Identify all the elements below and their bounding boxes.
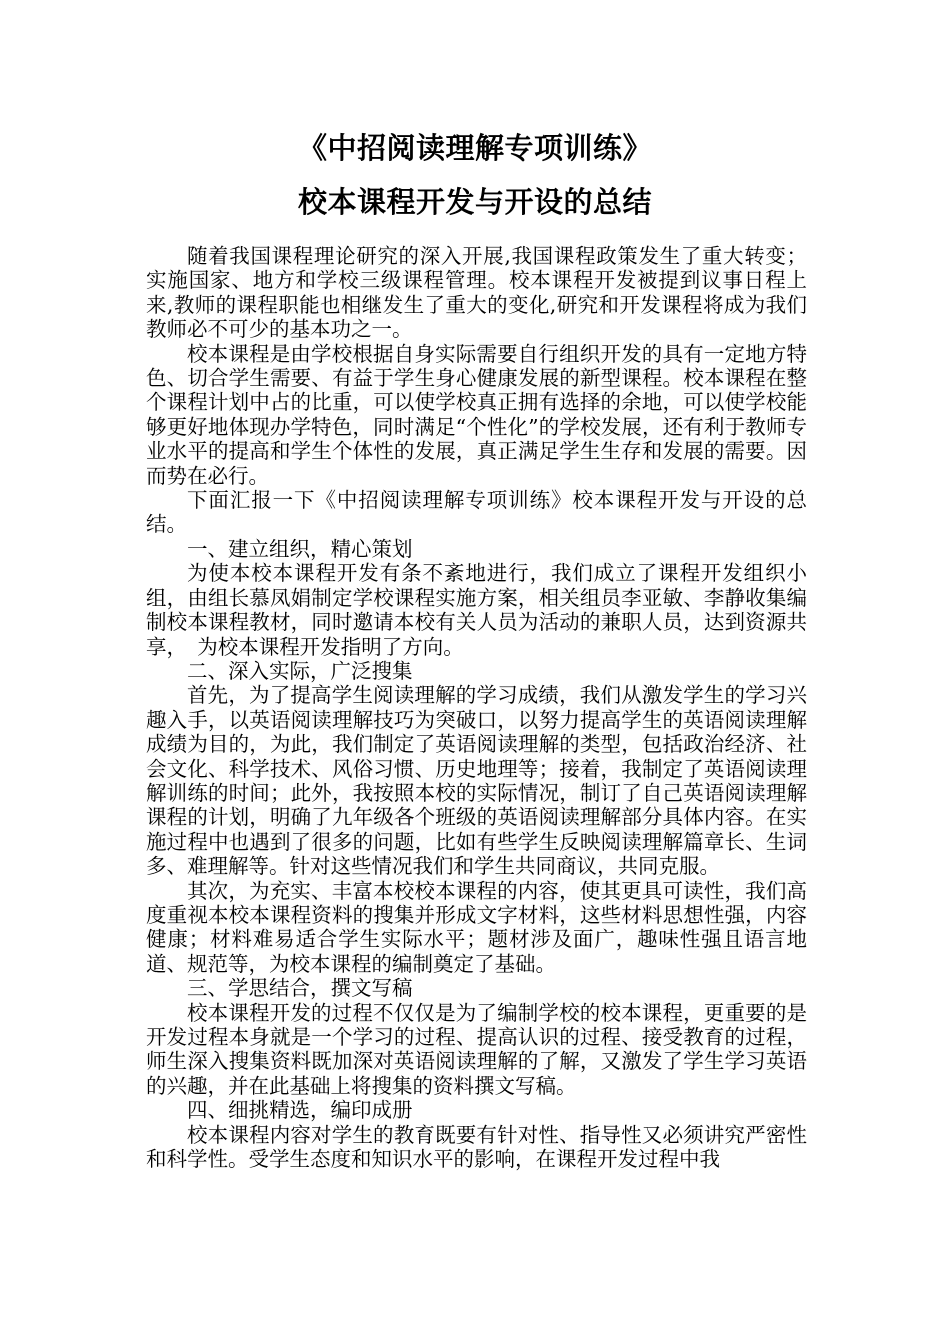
paragraph-organization: 为使本校本课程开发有条不紊地进行，我们成立了课程开发组织小组，由组长慕凤娟制定学校课程实施方案，相关组员李亚敏、李静收集编制校本课程教材，同时邀请本校有关人员为活动的兼职人员，达到资源共享， 为校本课程开发指明了方向。 (146, 561, 807, 659)
section-heading-4: 四、细挑精选，编印成册 (187, 1098, 413, 1123)
paragraph-report: 下面汇报一下《中招阅读理解专项训练》校本课程开发与开设的总结。 (146, 488, 807, 537)
document-subtitle: 校本课程开发与开设的总结 (297, 185, 652, 219)
paragraph-intro: 随着我国课程理论研究的深入开展,我国课程政策发生了重大转变；实施国家、地方和学校三级课程管理。校本课程开发被提到议事日程上来,教师的课程职能也相继发生了重大的变化,研究和开发课程将成为我们教师必不可少的基本功之一。 (146, 244, 807, 342)
section-heading-2: 二、深入实际，广泛搜集 (187, 658, 413, 683)
paragraph-second: 其次，为充实、丰富本校校本课程的内容，使其更具可读性，我们高度重视本校本课程资料的搜集并形成文字材料，这些材料思想性强，内容健康；材料难易适合学生实际水平；题材涉及面广，趣味性强且语言地道、规范等，为校本课程的编制奠定了基础。 (146, 878, 807, 976)
document-title: 《中招阅读理解专项训练》 (297, 131, 652, 165)
document-body (146, 244, 807, 1171)
paragraph-writing: 校本课程开发的过程不仅仅是为了编制学校的校本课程，更重要的是开发过程本身就是一个学习的过程、提高认识的过程、接受教育的过程，师生深入搜集资料既加深对英语阅读理解的了解，又激发了学生学习英语的兴趣，并在此基础上将搜集的资料撰文写稿。 (146, 1000, 807, 1098)
paragraph-selection: 校本课程内容对学生的教育既要有针对性、指导性又必须讲究严密性和科学性。受学生态度和知识水平的影响，在课程开发过程中我 (146, 1122, 807, 1172)
paragraph-school-curriculum: 校本课程是由学校根据自身实际需要自行组织开发的具有一定地方特色、切合学生需要、有益于学生身心健康发展的新型课程。校本课程在整个课程计划中占的比重，可以使学校真正拥有选择的余地，可以使学校能够更好地体现办学特色，同时满足“个性化”的学校发展，还有利于教师专业水平的提高和学生个体性的发展，真正满足学生生存和发展的需要。因而势在必行。 (146, 341, 807, 488)
section-heading-3: 三、学思结合，撰文写稿 (187, 976, 413, 1001)
paragraph-first: 首先，为了提高学生阅读理解的学习成绩，我们从激发学生的学习兴趣入手，以英语阅读理解技巧为突破口，以努力提高学生的英语阅读理解成绩为目的，为此，我们制定了英语阅读理解的类型，包括政治经济、社会文化、科学技术、风俗习惯、历史地理等；接着，我制定了英语阅读理解训练的时间；此外，我按照本校的实际情况，制订了自己英语阅读理解课程的计划，明确了九年级各个班级的英语阅读理解部分具体内容。在实施过程中也遇到了很多的问题，比如有些学生反映阅读理解篇章长、生词多、难理解等。针对这些情况我们和学生共同商议，共同克服。 (146, 683, 807, 879)
section-heading-1: 一、建立组织，精心策划 (187, 536, 413, 561)
